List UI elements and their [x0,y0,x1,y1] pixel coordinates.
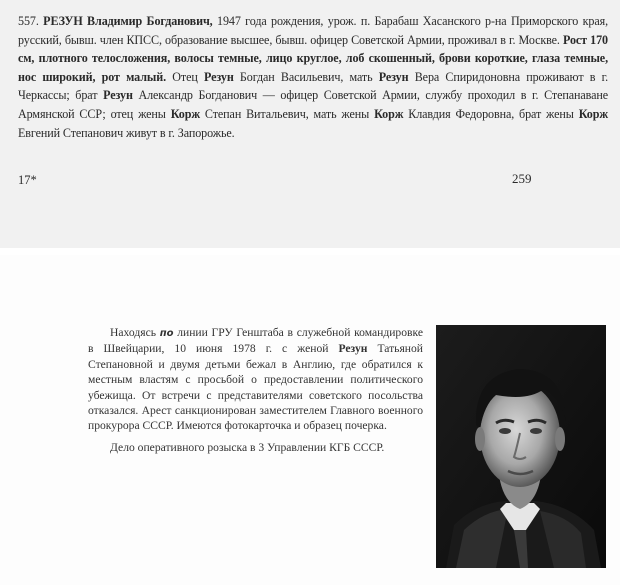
entry-surname: РЕЗУН [43,14,83,28]
entry-biography: 1947 года рождения, урож. п. Барабаш Хасанского р-на Приморского края, русский, бывш. член КПСС, образование высшее, бывш. офицер Советской Армии, проживал в г. Москве. [18,14,608,47]
portrait-photo [436,325,606,568]
wife-surname: Резун [338,342,368,356]
registry-entry-panel [0,0,620,248]
entry-relatives-5: Степан Витальевич, мать жены [200,106,375,121]
wife-relative-surname: Корж [374,106,404,121]
entry-relatives-4: Александр Богданович — офицер Советской Армии, службу проходил в г. Степанаване Армянской ССР; отец жены [18,88,608,121]
registry-entry-text [18,12,608,142]
entry-relatives-3: Вера Спиридоновна проживают в г. Черкассы; брат [18,69,608,103]
entry-physical-description: Рост 170 см, плотного телосложения, волосы темные, лицо круглое, лоб скошенный, брови короткие, глаза темные, нос широкий, рот малый. [18,32,608,84]
relative-surname: Резун [203,69,234,84]
case-details-text [88,325,423,455]
entry-relatives-1: Отец [166,69,204,84]
relative-surname: Резун [378,69,409,84]
entry-relatives-7: Евгений Степанович живут в г. Запорожье. [18,125,235,140]
entry-relatives-2: Богдан Васильевич, мать [233,69,379,84]
case-paragraph-file: Дело оперативного розыска в 3 Управлении КГБ СССР. [110,440,385,454]
page-number: 259 [512,171,532,186]
entry-full-name: Владимир Богданович, [87,14,213,28]
wife-relative-surname: Корж [578,106,609,121]
page-divider [0,248,620,255]
signature-mark: 17* [18,173,37,187]
relative-surname: Резун [103,88,133,103]
handwritten-correction: по [159,328,174,339]
wife-relative-surname: Корж [170,106,201,121]
entry-number: 557. [18,14,39,28]
case-paragraph-defection: Находясь по линии ГРУ Генштаба в служебной командировке в Швейцарии, 10 июня 1978 г. с женой Резун Татьяной Степановной и двумя детьми бежал в Англию, где обратился к местным властям с просьбой о предоставлении политического убежища. От встречи с представителями советского посольства отказался. Арест санкционирован заместителем Главного военного прокурора СССР. Имеются фотокарточка и образец почерка. [88,326,423,433]
entry-relatives-6: Клавдия Федоровна, брат жены [403,106,579,121]
